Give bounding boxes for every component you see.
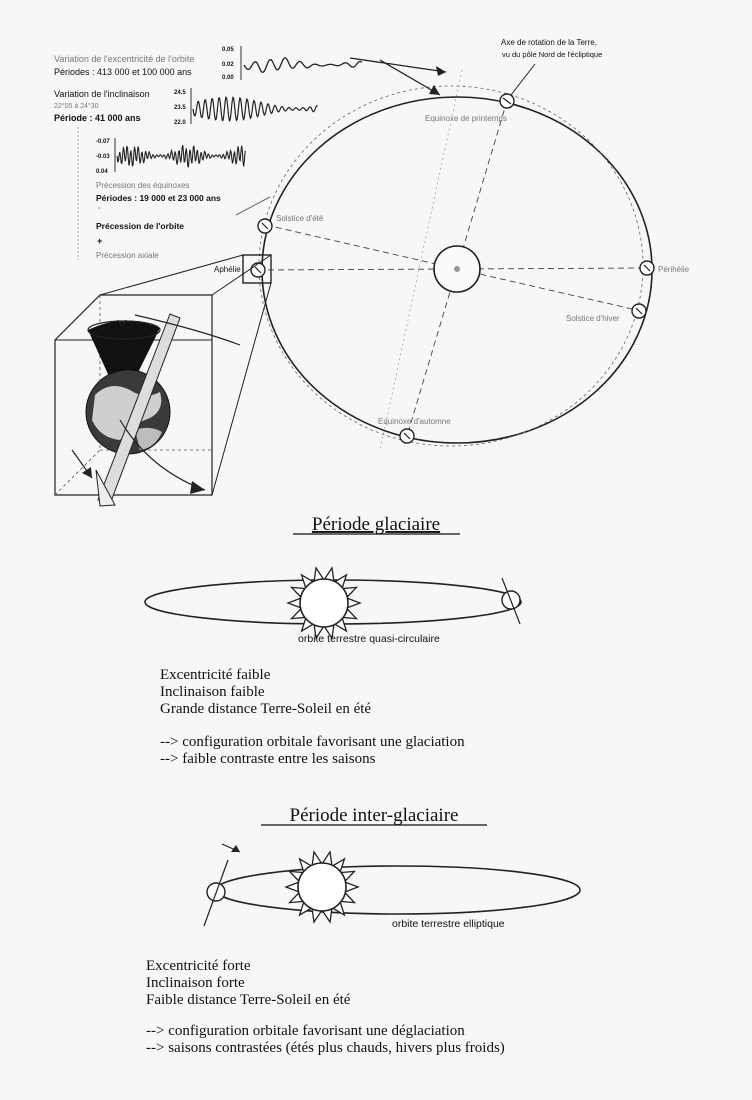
eccentricity-block	[54, 46, 362, 81]
precession-tick-3: 0.04	[96, 169, 108, 175]
interglacial-sun-icon	[298, 863, 346, 911]
eccentricity-arrow-head	[436, 66, 446, 76]
inclination-tick-2: 23.5	[174, 105, 186, 111]
interglacial-conclusion-2: --> saisons contrastées (étés plus chauds, hivers plus froids)	[146, 1040, 505, 1056]
inclination-tick-3: 22.0	[174, 120, 186, 126]
precession-plus: +	[97, 236, 103, 246]
precession-block	[78, 127, 246, 260]
earth-zoom-inset	[55, 255, 271, 506]
axis-pointer	[511, 64, 535, 95]
glacial-conclusion-2: --> faible contraste entre les saisons	[160, 751, 376, 767]
spring-equinox-label: Equinoxe de printemps	[425, 114, 507, 123]
glacial-line-3: Grande distance Terre-Soleil en été	[160, 701, 372, 717]
precession-curve	[117, 145, 246, 167]
eccentricity-period: Périodes : 413 000 et 100 000 ans	[54, 67, 192, 77]
inclination-tick-1: 24.5	[174, 90, 186, 96]
eccentricity-tick-2: 0.02	[222, 62, 234, 68]
glacial-orbit-label: orbite terrestre quasi-circulaire	[298, 633, 440, 645]
eccentricity-tick-3: 0.00	[222, 75, 234, 81]
inclination-period: Période : 41 000 ans	[54, 113, 141, 123]
zoom-line-3	[212, 283, 271, 495]
precession-orbit-pointer	[236, 197, 270, 215]
orbit-diagram	[214, 38, 690, 450]
earth-autumn-icon	[400, 429, 414, 443]
eccentricity-title: Variation de l'excentricité de l'orbite	[54, 54, 195, 64]
glacial-line-1: Excentricité faible	[160, 667, 271, 683]
inclination-block	[54, 88, 318, 126]
earth-aphelion-icon	[251, 263, 265, 277]
interglacial-section	[146, 805, 580, 1056]
sun-core	[454, 266, 460, 272]
glacial-conclusion-1: --> configuration orbitale favorisant une glaciation	[160, 734, 465, 750]
aphelion-label: Aphélie	[214, 265, 241, 274]
earth-perihelion-icon	[640, 261, 654, 275]
interglacial-line-1: Excentricité forte	[146, 958, 251, 974]
interglacial-orbit-label: orbite terrestre elliptique	[392, 918, 505, 930]
earth-winter-icon	[632, 304, 646, 318]
eccentricity-tick-1: 0.05	[222, 47, 234, 53]
winter-solstice-label: Solstice d'hiver	[566, 314, 620, 323]
glacial-heading: Période glaciaire	[311, 514, 441, 535]
earth-spring-icon	[500, 94, 514, 108]
glacial-sun-icon	[300, 579, 348, 627]
interglacial-orbit	[216, 866, 580, 914]
precession-tick-2: -0.03	[96, 154, 110, 160]
precession-orbit-label: Précession de l'orbite	[96, 221, 184, 231]
inclination-curve	[193, 97, 318, 120]
interglacial-heading: Période inter-glaciaire	[289, 805, 459, 826]
axis-label-sub: vu du pôle Nord de l'écliptique	[502, 50, 603, 59]
inclination-title: Variation de l'inclinaison	[54, 89, 150, 99]
precession-period: Périodes : 19 000 et 23 000 ans	[96, 193, 221, 203]
interglacial-conclusion-1: --> configuration orbitale favorisant une déglaciation	[146, 1023, 465, 1039]
perihelion-label: Périhélie	[658, 265, 690, 274]
rotation-arrow-head	[190, 481, 205, 494]
interglacial-line-2: Inclinaison forte	[146, 975, 245, 991]
eccentricity-curve	[244, 58, 362, 72]
precession-title: Précession des équinoxes	[96, 181, 190, 190]
earth-summer-icon	[258, 219, 272, 233]
inclination-range: 22°05 à 24°30	[54, 103, 99, 110]
precession-small-mark: °	[98, 207, 101, 214]
axis-label: Axe de rotation de la Terre,	[501, 38, 597, 47]
glacial-section	[145, 514, 521, 767]
interglacial-line-3: Faible distance Terre-Soleil en été	[146, 992, 351, 1008]
precession-tick-1: -0.07	[96, 139, 110, 145]
autumn-equinox-label: Equinoxe d'automne	[378, 417, 451, 426]
glacial-line-2: Inclinaison faible	[160, 684, 265, 700]
summer-solstice-label: Solstice d'été	[276, 214, 324, 223]
precession-axial-label: Précession axiale	[96, 251, 159, 260]
